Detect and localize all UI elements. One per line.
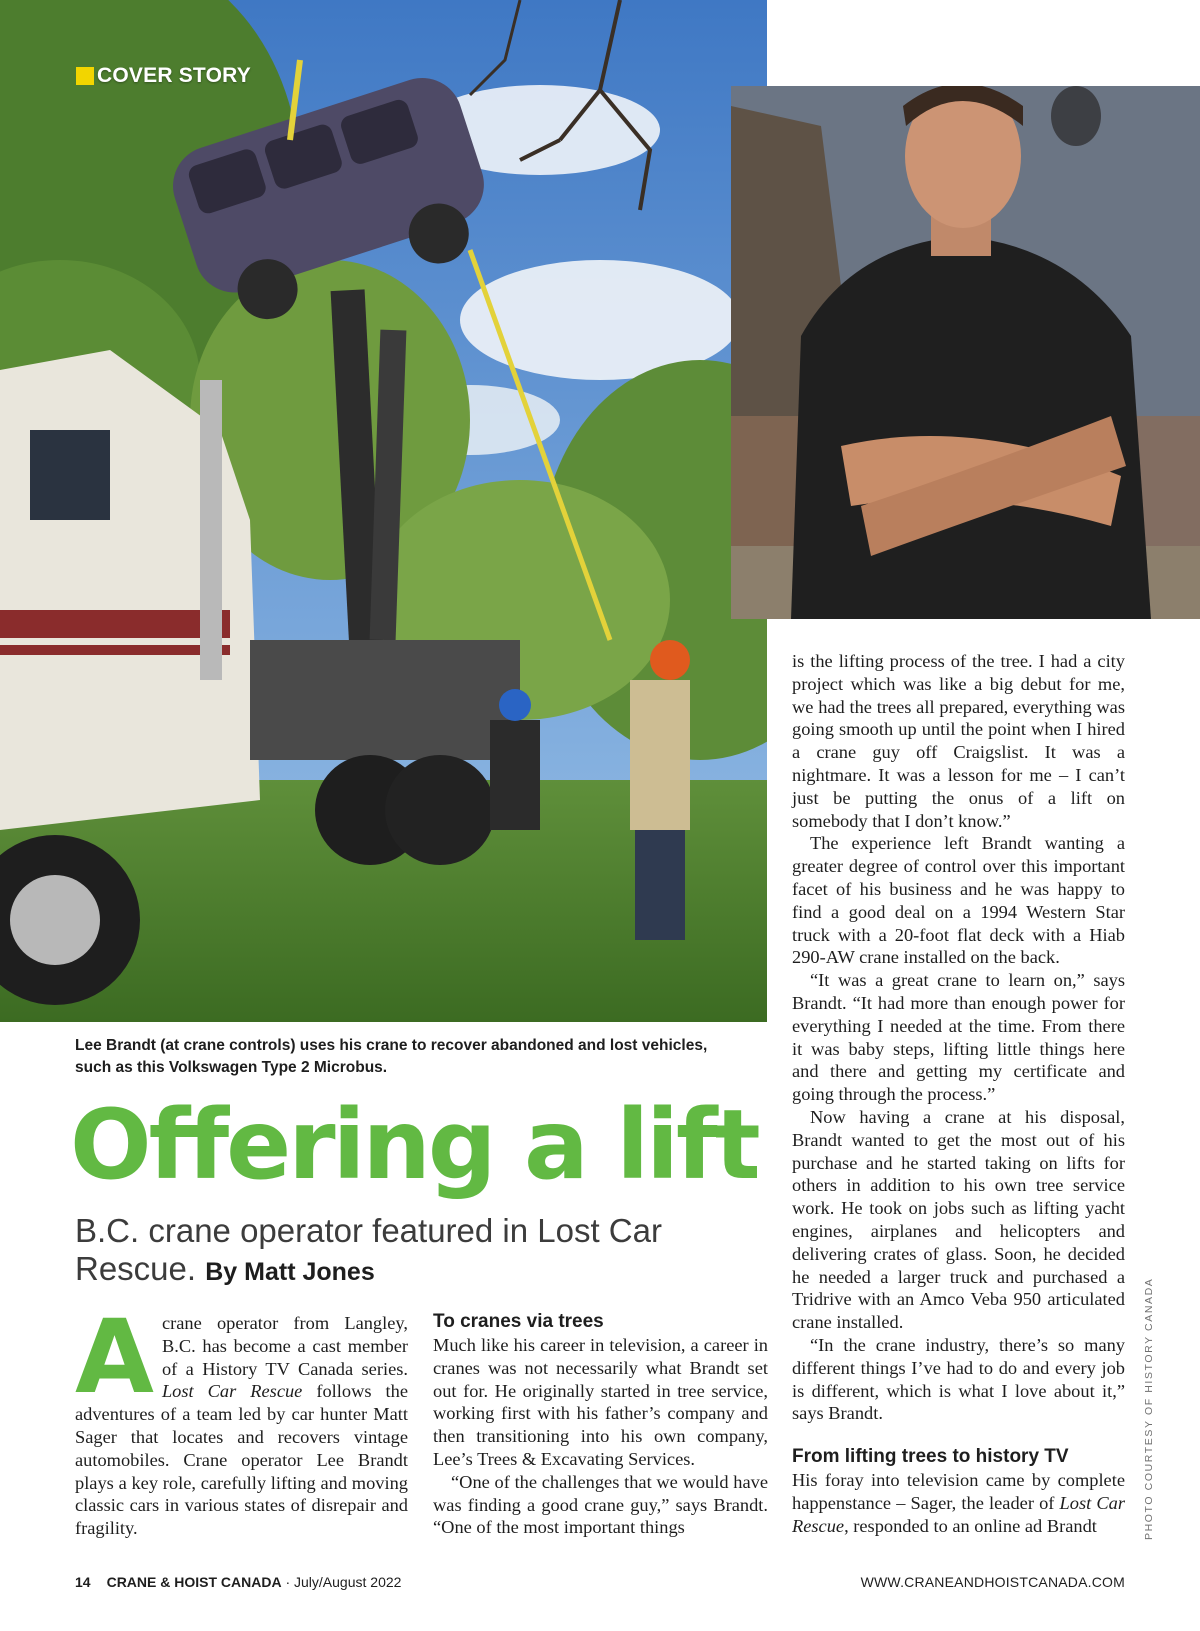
- footer-website: WWW.CRANEANDHOISTCANADA.COM: [860, 1574, 1125, 1590]
- deck-text: B.C. crane operator featured in Lost Car Rescue.: [75, 1212, 662, 1287]
- issue-date: · July/August 2022: [281, 1574, 402, 1590]
- paragraph: crane operator from Langley, B.C. has become a cast member of a History TV Canada series. Lost Car Rescue follows the adventures of a team led by car hunter Matt Sager that locates and recovers vintage automobiles. Crane operator Lee Brandt plays a key role, carefully lifting and moving classic cars in various states of disrepair and fragility.: [75, 1313, 408, 1539]
- subheading: To cranes via trees: [433, 1311, 604, 1332]
- paragraph: The experience left Brandt wanting a greater degree of control over this important facet of his business and he was happy to find a good deal on a 1994 Western Star truck with a 20-foot flat deck with a Hiab 290-AW crane installed on the back.: [792, 833, 1125, 968]
- paragraph: “It was a great crane to learn on,” says Brandt. “It had more than enough power for everything I needed at the time. From there it was baby steps, lifting little things here and there and getting my certificate and going through the process.”: [792, 970, 1125, 1105]
- show-title: Lost Car Rescue: [792, 1492, 1125, 1536]
- article-column-2: [433, 1310, 768, 1539]
- paragraph: Now having a crane at his disposal, Brandt wanted to get the most out of his purchase and he started taking on lifts for others in addition to his own tree service work. He took on jobs such as lifting yacht engines, airplanes and helicopters and delivering crates of glass. Soon, he decided he needed a larger truck and purchased a Tridrive with an Amco Veba 950 articulated crane installed.: [792, 1106, 1125, 1333]
- photo-caption: Lee Brandt (at crane controls) uses his crane to recover abandoned and lost vehicles, such as this Volkswagen Type 2 Microbus.: [75, 1037, 708, 1076]
- footer-left: [75, 1574, 401, 1590]
- portrait-photo: [731, 86, 1200, 619]
- article-column-3: [792, 650, 1125, 1537]
- headline: Offering a lift: [70, 1089, 758, 1201]
- paragraph: Much like his career in television, a career in cranes was not necessarily what Brandt set out for. He originally started in tree service, working first with his father’s company and then transitioning into his own company, Lee’s Trees & Excavating Services.: [433, 1335, 768, 1469]
- man-arms-crossed-illustration: [731, 86, 1200, 619]
- photo-credit: PHOTO COURTESY OF HISTORY CANADA: [1143, 1277, 1155, 1540]
- page-number: 14: [75, 1574, 91, 1590]
- article-column-1: [75, 1298, 408, 1540]
- byline: By Matt Jones: [205, 1258, 375, 1286]
- subheading: From lifting trees to history TV: [792, 1446, 1069, 1468]
- paragraph: “One of the challenges that we would have was finding a good crane guy,” says Brandt. “One of the most important things: [433, 1471, 768, 1538]
- magazine-name: CRANE & HOIST CANADA: [106, 1574, 282, 1590]
- main-photo: [0, 0, 767, 1022]
- crane-lifting-microbus-illustration: [0, 0, 767, 1022]
- yellow-square-icon: [76, 67, 94, 85]
- paragraph: is the lifting process of the tree. I had a city project which was like a big debut for me, we had the trees all prepared, everything was going smooth up until the point when I hired a crane guy off Craigslist. It was a nightmare. It was a lesson for me – I can’t just be putting the onus of a lift on somebody that I don’t know.”: [792, 651, 1125, 831]
- show-title: Lost Car Rescue: [161, 1381, 303, 1402]
- paragraph: “In the crane industry, there’s so many different things I’ve had to do and every job is different, which is what I love about it,” says Brandt.: [792, 1334, 1125, 1424]
- drop-cap: A: [75, 1298, 154, 1417]
- section-tag-label: COVER STORY: [97, 64, 251, 87]
- section-tag: [76, 64, 251, 88]
- paragraph: His foray into television came by complete happenstance – Sager, the leader of Lost Car Rescue, responded to an online ad Brandt: [792, 1470, 1125, 1536]
- deck: [75, 1212, 675, 1291]
